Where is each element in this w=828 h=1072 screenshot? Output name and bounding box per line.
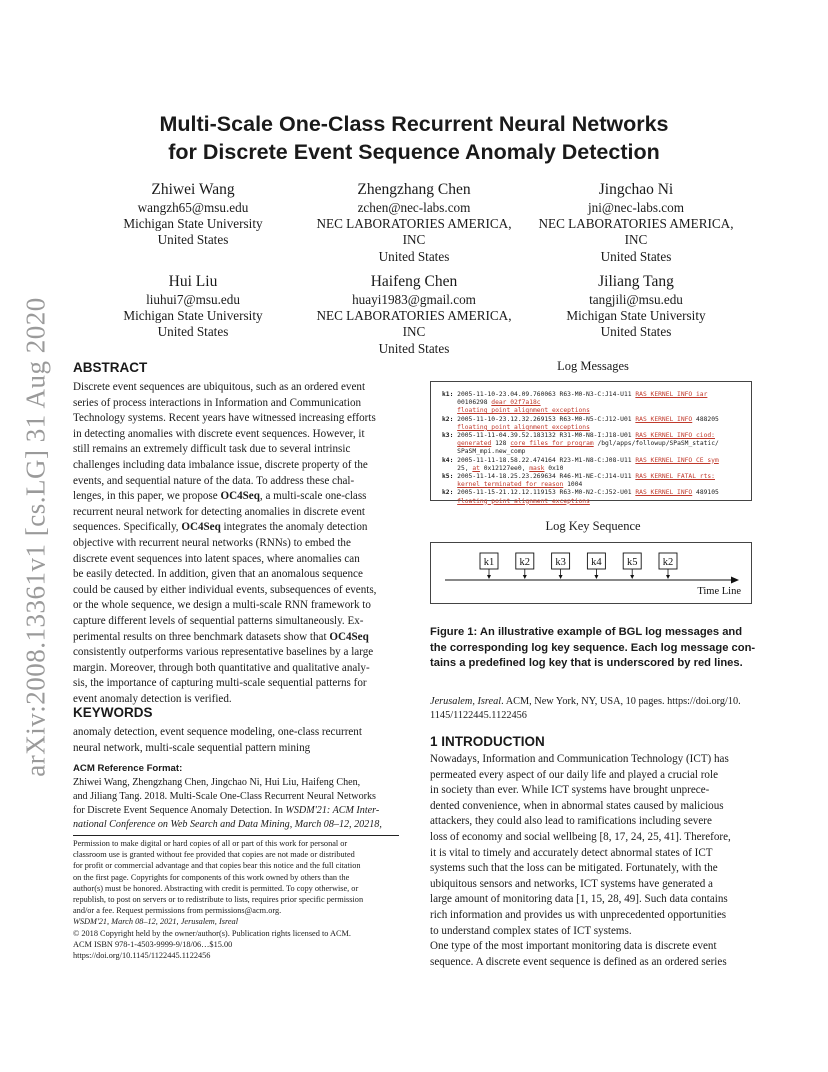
author-country: United States bbox=[600, 324, 672, 340]
log-key-underline: floating point alignment exceptions bbox=[457, 497, 590, 505]
text-line: for Discrete Event Sequence Anomaly Detection. In WSDM'21: ACM Inter- bbox=[73, 805, 380, 816]
log-line bbox=[442, 416, 745, 424]
log-key-arrowhead bbox=[559, 575, 563, 579]
log-text: 128 bbox=[491, 440, 511, 448]
text-line: neural network, multi-scale sequential pattern mining bbox=[73, 741, 311, 754]
log-text: 489105 bbox=[692, 489, 719, 497]
author-name: Hui Liu bbox=[168, 273, 218, 290]
author-name: Haifeng Chen bbox=[370, 273, 458, 290]
text-line: attackers, they could also lead to ramifications including severe bbox=[430, 815, 712, 828]
sequence-diagram bbox=[431, 543, 751, 603]
text-line: still remains an extremely difficult task due to several intrinsic bbox=[73, 443, 351, 456]
text-line: sequences. Specifically, OC4Seq integrates the anomaly detection bbox=[73, 521, 368, 534]
log-key-underline: mask bbox=[529, 464, 545, 472]
log-text bbox=[442, 407, 457, 414]
log-line bbox=[442, 473, 745, 481]
log-key-id: k3: bbox=[442, 432, 454, 440]
author-block bbox=[304, 180, 524, 265]
author-email: tangjili@msu.edu bbox=[589, 292, 683, 307]
text-line: One type of the most important monitoring data is discrete event bbox=[430, 940, 717, 953]
author-affiliation: Michigan State University bbox=[123, 308, 263, 324]
log-key-label: k5 bbox=[626, 557, 638, 568]
author-email: wangzh65@msu.edu bbox=[137, 200, 249, 215]
log-key-id: k1: bbox=[442, 391, 454, 398]
author-block bbox=[83, 272, 303, 341]
author-country: United States bbox=[600, 248, 672, 264]
text-line: loss of economy and social wellbeing [8, 17, 24, 25, 41]. Therefore, bbox=[430, 830, 731, 843]
log-text bbox=[442, 424, 457, 431]
acm-reference-label: ACM Reference Format: bbox=[73, 763, 183, 774]
log-text: 1004 bbox=[563, 481, 583, 489]
abstract-body bbox=[73, 380, 399, 707]
text-line: tains a predefined log key that is underscored by red lines. bbox=[430, 657, 743, 670]
title-line-1: Multi-Scale One-Class Recurrent Neural Networks bbox=[159, 112, 669, 136]
text-line: series of process interactions in Information and Communication bbox=[73, 396, 362, 409]
log-text bbox=[442, 481, 457, 488]
log-line bbox=[442, 481, 745, 489]
text-line: national Conference on Web Search and Data Mining, March 08–12, 20218, bbox=[73, 819, 382, 830]
introduction-body bbox=[430, 752, 756, 970]
text-line: be easily detected. In addition, given that an anomalous sequence bbox=[73, 568, 363, 581]
log-key-id: k2: bbox=[442, 415, 454, 423]
author-country: United States bbox=[157, 324, 229, 340]
log-text: 2005-11-14-18.25.23.269634 R46-M1-NE-C:J14-U11 bbox=[453, 473, 636, 481]
log-key-underline: dear 02f7a18c bbox=[491, 399, 541, 407]
text-line: on the first page. Copyrights for components of this work owned by others than the bbox=[73, 872, 350, 882]
author-affiliation-2: INC bbox=[402, 324, 426, 340]
text-line: permeated every aspect of our daily life and played a crucial role bbox=[430, 768, 718, 781]
text-line: republish, to post on servers or to redistribute to lists, requires prior specific permission bbox=[73, 895, 364, 905]
log-text: 488205 bbox=[692, 415, 719, 423]
log-key-sequence-box bbox=[430, 542, 752, 604]
author-country: United States bbox=[157, 232, 229, 248]
text-line: author(s) must be honored. Abstracting with credit is permitted. To copy otherwise, or bbox=[73, 883, 359, 893]
text-line: or the whole sequence, we design a multi-scale RNN framework to bbox=[73, 599, 371, 612]
author-name: Zhiwei Wang bbox=[151, 181, 235, 198]
copyright-footnote bbox=[73, 838, 399, 961]
text-line: sis, the importance of capturing multi-scale sequential patterns for bbox=[73, 677, 367, 690]
author-email: huayi1983@gmail.com bbox=[352, 292, 476, 307]
time-line-arrowhead bbox=[731, 577, 739, 584]
log-text: 2005-11-10-23.12.32.269153 R63-M0-N5-C:J12-U01 bbox=[453, 415, 636, 423]
author-block bbox=[83, 180, 303, 249]
log-key-underline: RAS KERNEL INFO bbox=[635, 415, 693, 423]
text-line: to understand complex states of ICT systems. bbox=[430, 924, 632, 937]
log-key-label: k2 bbox=[519, 557, 531, 568]
text-line: dented convenience, when in abnormal states caused by malicious bbox=[430, 799, 724, 812]
text-line: in detecting anomalies with discrete event sequences. However, it bbox=[73, 427, 365, 440]
text-line: rich information and provides us with unprecedented opportunities bbox=[430, 908, 727, 921]
text-line: margin. Moreover, through both quantitative and qualitative analy- bbox=[73, 661, 370, 674]
text-line: challenges including data imbalance issue, discrete property of the bbox=[73, 458, 368, 471]
author-affiliation: NEC LABORATORIES AMERICA, bbox=[538, 216, 734, 232]
text-line: perimental results on three benchmark datasets show that OC4Seq bbox=[73, 630, 369, 643]
log-messages-label: Log Messages bbox=[557, 359, 629, 373]
keywords-body bbox=[73, 725, 399, 756]
text-line: sequence. A discrete event sequence is defined as an ordered series bbox=[430, 955, 727, 968]
keywords-heading: KEYWORDS bbox=[73, 705, 153, 720]
log-line bbox=[442, 457, 745, 465]
log-text: 25, bbox=[442, 464, 473, 472]
method-name: OC4Seq bbox=[329, 630, 369, 643]
log-line bbox=[442, 465, 745, 473]
log-key-underline: generated bbox=[457, 440, 492, 448]
log-line bbox=[442, 399, 745, 407]
log-key-underline: at bbox=[472, 464, 480, 472]
log-key-label: k1 bbox=[483, 557, 495, 568]
footnote-rule bbox=[73, 835, 399, 836]
text-line: © 2018 Copyright held by the owner/author(s). Publication rights licensed to ACM. bbox=[73, 928, 351, 938]
text-line: consistently outperforms various representative baselines by a large bbox=[73, 646, 374, 659]
log-line bbox=[442, 424, 745, 432]
log-key-underline: RAS KERNEL INFO ciod: bbox=[635, 432, 715, 440]
log-text: 2005-11-10-23.04.09.760063 R63-M0-N3-C:J14-U11 bbox=[453, 391, 636, 398]
paper-title bbox=[100, 110, 728, 166]
text-line: recurrent neural network for detecting anomalies in discrete event bbox=[73, 505, 366, 518]
log-text: SPaSM_mpi.new_comp bbox=[442, 448, 526, 456]
log-key-underline: RAS KERNEL INFO bbox=[635, 489, 693, 497]
log-key-label: k4 bbox=[591, 557, 602, 568]
log-key-label: k3 bbox=[555, 557, 566, 568]
title-line-2: for Discrete Event Sequence Anomaly Detection bbox=[168, 140, 660, 164]
log-text: 2005-11-15-21.12.12.119153 R63-M0-N2-C:J52-U01 bbox=[453, 489, 636, 497]
text-line: WSDM'21, March 08–12, 2021, Jerusalem, Isreal bbox=[73, 917, 238, 927]
acm-reference-format bbox=[73, 762, 399, 832]
log-key-sequence-label: Log Key Sequence bbox=[545, 519, 641, 533]
text-line: anomaly detection, event sequence modeling, one-class recurrent bbox=[73, 726, 362, 738]
log-key-underline: floating point alignment exceptions bbox=[457, 407, 590, 415]
log-line bbox=[442, 448, 745, 456]
log-messages-box bbox=[430, 381, 752, 505]
acm-reference-body bbox=[73, 776, 399, 832]
text-line: ubiquitous sensors and networks, ICT systems have generated a bbox=[430, 877, 713, 890]
log-key-label: k2 bbox=[662, 557, 674, 568]
log-line bbox=[442, 498, 745, 506]
author-email: jni@nec-labs.com bbox=[587, 200, 684, 215]
log-key-underline: core files for program bbox=[510, 440, 594, 448]
author-email: liuhui7@msu.edu bbox=[146, 292, 240, 307]
author-affiliation-2: INC bbox=[402, 232, 426, 248]
text-line: large amount of monitoring data [1, 15, 28, 49]. Such data contains bbox=[430, 893, 728, 906]
log-key-arrowhead bbox=[666, 575, 670, 579]
log-line bbox=[442, 440, 745, 448]
text-line: lenges, in this paper, we propose OC4Seq, a multi-scale one-class bbox=[73, 490, 367, 503]
author-country: United States bbox=[378, 248, 450, 264]
author-affiliation: NEC LABORATORIES AMERICA, bbox=[316, 308, 512, 324]
author-name: Zhengzhang Chen bbox=[357, 181, 471, 198]
text-line: and/or a fee. Request permissions from permissions@acm.org. bbox=[73, 906, 282, 916]
text-line: systems such that the loss can be mitigated. Fortunately, with the bbox=[430, 862, 718, 875]
text-line: for profit or commercial advantage and that copies bear this notice and the full citation bbox=[73, 861, 361, 871]
log-key-arrowhead bbox=[630, 575, 634, 579]
text-line: Permission to make digital or hard copies of all or part of this work for personal or bbox=[73, 839, 348, 848]
author-affiliation-2: INC bbox=[624, 232, 648, 248]
log-text: 0x12127ee0, bbox=[479, 464, 530, 472]
text-line: in society than ever. While ICT systems have brought unprece- bbox=[430, 784, 710, 797]
author-country: United States bbox=[378, 340, 450, 356]
log-text: /bgl/apps/followup/SPaSM_static/ bbox=[593, 440, 719, 448]
text-line: Nowadays, Information and Communication Technology (ICT) has bbox=[430, 753, 729, 765]
author-block bbox=[304, 272, 524, 357]
log-key-id: k5: bbox=[442, 473, 454, 481]
text-line: Zhiwei Wang, Zhengzhang Chen, Jingchao Ni, Hui Liu, Haifeng Chen, bbox=[73, 777, 361, 788]
method-name: OC4Seq bbox=[181, 521, 221, 534]
log-text bbox=[442, 498, 457, 505]
log-key-underline: kernel terminated for reason bbox=[457, 481, 564, 489]
text-line: the corresponding log key sequence. Each log message con- bbox=[430, 641, 756, 654]
author-affiliation: NEC LABORATORIES AMERICA, bbox=[316, 216, 512, 232]
author-email: zchen@nec-labs.com bbox=[357, 200, 471, 215]
log-key-arrowhead bbox=[523, 575, 527, 579]
log-line bbox=[442, 489, 745, 497]
log-text: 00106298 bbox=[442, 399, 492, 407]
log-line bbox=[442, 391, 745, 399]
introduction-heading: 1 INTRODUCTION bbox=[430, 734, 545, 749]
log-key-id: k4: bbox=[442, 456, 454, 464]
text-line: event anomaly detection is verified. bbox=[73, 692, 232, 705]
text-line: events, and sequential nature of the data. To address these chal- bbox=[73, 474, 355, 487]
author-block bbox=[526, 272, 746, 341]
log-key-arrowhead bbox=[594, 575, 598, 579]
abstract-heading: ABSTRACT bbox=[73, 360, 148, 375]
author-affiliation: Michigan State University bbox=[566, 308, 706, 324]
figure-caption bbox=[430, 625, 756, 672]
text-line: it is vital to timely and accurately detect abnormal states of ICT bbox=[430, 846, 713, 859]
arxiv-stamp: arXiv:2008.13361v1 [cs.LG] 31 Aug 2020 bbox=[20, 297, 51, 777]
text-line: objective with recurrent neural networks (RNNs) to embed the bbox=[73, 536, 351, 549]
text-line: Technology systems. Recent years have witnessed increasing efforts bbox=[73, 412, 376, 425]
log-text: 0x10 bbox=[544, 464, 564, 472]
text-line: Figure 1: An illustrative example of BGL log messages and bbox=[430, 626, 743, 638]
text-line: https://doi.org/10.1145/1122445.1122456 bbox=[73, 951, 211, 961]
text-line: capture different levels of sequential patterns simultaneously. Ex- bbox=[73, 614, 364, 627]
log-line bbox=[442, 407, 745, 415]
log-text: 2005-11-11-18.58.22.474164 R23-M1-N8-C:J08-U11 bbox=[453, 456, 636, 464]
log-key-underline: RAS KERNEL INFO iar bbox=[635, 391, 708, 398]
log-key-arrowhead bbox=[487, 575, 491, 579]
author-name: Jiliang Tang bbox=[598, 273, 674, 290]
author-affiliation: Michigan State University bbox=[123, 216, 263, 232]
log-key-underline: RAS KERNEL INFO CE sym bbox=[635, 456, 719, 464]
text-line: Jerusalem, Isreal. ACM, New York, NY, USA, 10 pages. https://doi.org/10. bbox=[430, 696, 741, 707]
text-line: discrete event sequences into latent spaces, where anomalies can bbox=[73, 552, 360, 565]
text-line: could be caused by either individual events, subsequences of events, bbox=[73, 583, 377, 596]
log-key-underline: floating point alignment exceptions bbox=[457, 423, 590, 431]
log-key-id: k2: bbox=[442, 489, 454, 497]
author-block bbox=[526, 180, 746, 265]
time-line-label: Time Line bbox=[697, 586, 741, 597]
text-line: and Jiliang Tang. 2018. Multi-Scale One-Class Recurrent Neural Networks bbox=[73, 791, 376, 802]
text-line: ACM ISBN 978-1-4503-9999-9/18/06…$15.00 bbox=[73, 939, 233, 949]
log-text bbox=[442, 440, 457, 447]
text-line: classroom use is granted without fee provided that copies are not made or distributed bbox=[73, 850, 355, 860]
text-line: Discrete event sequences are ubiquitous, such as an ordered event bbox=[73, 381, 366, 393]
log-key-underline: RAS KERNEL FATAL rts: bbox=[635, 473, 715, 481]
log-text: 2005-11-11-04.39.52.183132 R31-M0-N8-I:J18-U01 bbox=[453, 432, 636, 440]
acm-reference-continuation bbox=[430, 695, 756, 723]
method-name: OC4Seq bbox=[220, 490, 260, 503]
log-line bbox=[442, 432, 745, 440]
text-line: 1145/1122445.1122456 bbox=[430, 710, 527, 721]
author-name: Jingchao Ni bbox=[598, 181, 674, 198]
